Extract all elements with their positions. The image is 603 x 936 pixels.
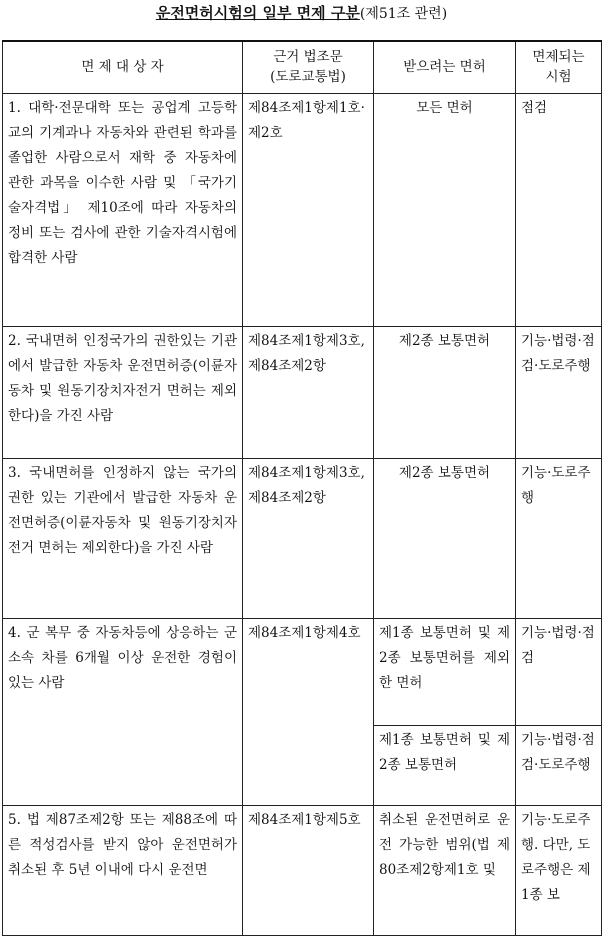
row-5-license: 취소된 운전면허로 운전 가능한 범위(법 제80조제2항제1호 및 [374, 805, 516, 935]
header-subject: 면 제 대 상 자 [3, 41, 243, 93]
table-row [3, 458, 602, 618]
row-4-law: 제84조제1항제4호 [243, 618, 374, 805]
title-main: 운전면허시험의 일부 면제 구분 [155, 4, 360, 22]
exemption-table [2, 40, 602, 936]
row-4-subject: 4. 군 복무 중 자동차등에 상응하는 군 소속 차를 6개월 이상 운전한 경험이 있는 사람 [3, 618, 243, 805]
title-reference: (제51조 관련) [359, 6, 448, 22]
row-3-license: 제2종 보통면허 [374, 458, 516, 618]
row-1-license: 모든 면허 [374, 93, 516, 326]
row-5-law: 제84조제1항제5호 [243, 805, 374, 935]
row-3-law: 제84조제1항제3호, 제84조제2항 [243, 458, 374, 618]
row-4b-license: 제1종 보통면허 및 제2종 보통면허 [374, 725, 516, 805]
row-1-exempt: 점검 [516, 93, 602, 326]
table-header-row [3, 41, 602, 93]
row-4b-exempt: 기능·법령·점검·도로주행 [516, 725, 602, 805]
row-4-exempt: 기능·법령·점검 [516, 618, 602, 725]
header-exempt: 면제되는 시험 [516, 41, 602, 93]
row-5-exempt: 기능·도로주행. 다만, 도로주행은 제1종 보 [516, 805, 602, 935]
table-row [3, 618, 602, 725]
row-3-subject: 3. 국내면허를 인정하지 않는 국가의 권한 있는 기관에서 발급한 자동차 운전면허증(이륜자동차 및 원동기장치자전거 면허는 제외한다)을 가진 사람 [3, 458, 243, 618]
header-license: 받으려는 면허 [374, 41, 516, 93]
table-row [3, 93, 602, 326]
table-row [3, 805, 602, 935]
row-2-exempt: 기능·법령·점검·도로주행 [516, 326, 602, 458]
row-2-law: 제84조제1항제3호, 제84조제2항 [243, 326, 374, 458]
row-3-exempt: 기능·도로주행 [516, 458, 602, 618]
row-5-subject: 5. 법 제87조제2항 또는 제88조에 따른 적성검사를 받지 않아 운전면허가 취소된 후 5년 이내에 다시 운전면 [3, 805, 243, 935]
header-law: 근거 법조문 (도로교통법) [243, 41, 374, 93]
document-title [0, 0, 603, 28]
row-1-subject: 1. 대학·전문대학 또는 공업계 고등학교의 기계과나 자동차와 관련된 학과를 졸업한 사람으로서 재학 중 자동차에 관한 과목을 이수한 사람 및 「국가기술자격법」 제10조에 따라 자동차의 정비 또는 검사에 관한 기술자격시험에 합격한 사람 [3, 93, 243, 326]
row-1-law: 제84조제1항제1호·제2호 [243, 93, 374, 326]
row-2-license: 제2종 보통면허 [374, 326, 516, 458]
row-2-subject: 2. 국내면허 인정국가의 권한있는 기관에서 발급한 자동차 운전면허증(이륜자동차 및 원동기장치자전거 면허는 제외한다)을 가진 사람 [3, 326, 243, 458]
table-row [3, 326, 602, 458]
row-4-license: 제1종 보통면허 및 제2종 보통면허를 제외한 면허 [374, 618, 516, 725]
